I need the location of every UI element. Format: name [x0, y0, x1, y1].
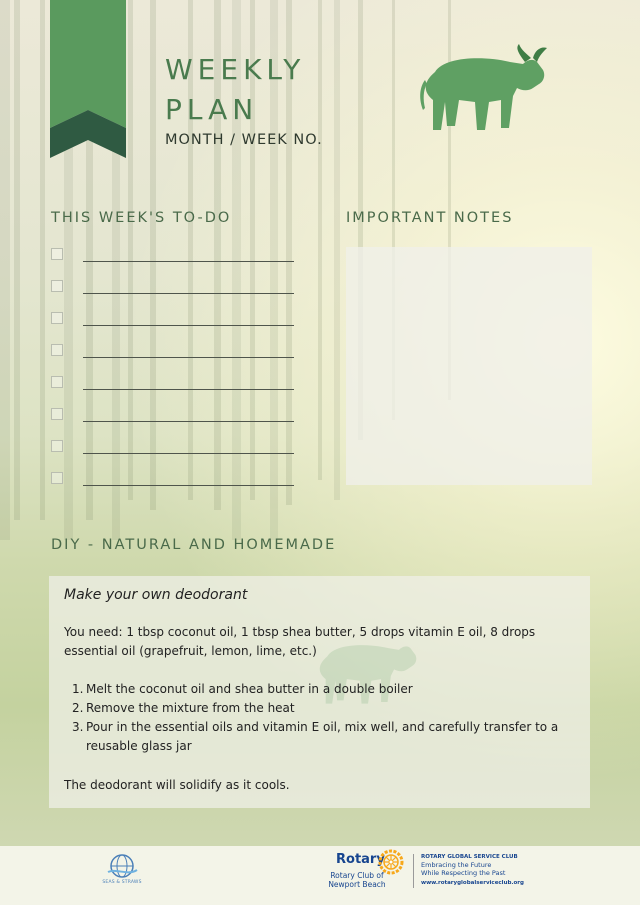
todo-checkbox[interactable]: [51, 280, 63, 292]
diy-step: 2. Remove the mixture from the heat: [72, 701, 295, 715]
left-logo-text: SEAS & STRAWS: [102, 880, 142, 885]
bookmark-ribbon: [50, 0, 126, 158]
title-line-1: WEEKLY: [165, 53, 306, 86]
sponsor-footer: [0, 846, 640, 905]
global-club-title: ROTARY GLOBAL SERVICE CLUB: [421, 854, 518, 860]
diy-ingredients: You need: 1 tbsp coconut oil, 1 tbsp shea butter, 5 drops vitamin E oil, 8 drops essential oil (grapefruit, lemon, lime, etc.): [64, 625, 536, 658]
todo-line[interactable]: [83, 453, 294, 454]
todo-line[interactable]: [83, 261, 294, 262]
diy-title: Make your own deodorant: [64, 587, 248, 603]
footer-divider: [413, 854, 414, 888]
todo-line[interactable]: [83, 485, 294, 486]
water-buffalo-icon: [415, 44, 550, 136]
todo-line[interactable]: [83, 421, 294, 422]
diy-step-text: Pour in the essential oils and vitamin E oil, mix well, and carefully transfer to a reusable glass jar: [86, 720, 559, 753]
todo-line[interactable]: [83, 293, 294, 294]
diy-step: 1. Melt the coconut oil and shea butter in a double boiler: [72, 682, 413, 696]
notes-heading: IMPORTANT NOTES: [346, 210, 514, 226]
todo-checkbox[interactable]: [51, 408, 63, 420]
global-club-url[interactable]: www.rotaryglobalserviceclub.org: [421, 880, 524, 886]
global-club-tagline-2: While Respecting the Past: [421, 869, 506, 877]
diy-steps-list: [64, 680, 579, 756]
todo-checkbox[interactable]: [51, 248, 63, 260]
todo-heading: THIS WEEK'S TO-DO: [51, 210, 232, 226]
todo-line[interactable]: [83, 325, 294, 326]
rotary-sub-line-1: Rotary Club of: [330, 871, 384, 880]
page-title: [165, 50, 305, 130]
diy-step: 3. Pour in the essential oils and vitamin E oil, mix well, and carefully transfer to a reusable glass jar: [72, 720, 559, 753]
todo-checkbox[interactable]: [51, 376, 63, 388]
diy-step-text: Melt the coconut oil and shea butter in a double boiler: [86, 682, 413, 696]
rotary-club-name: [326, 871, 388, 889]
diy-heading: DIY - NATURAL AND HOMEMADE: [51, 537, 337, 553]
todo-checkbox[interactable]: [51, 344, 63, 356]
rotary-sub-line-2: Newport Beach: [328, 880, 386, 889]
todo-checkbox[interactable]: [51, 472, 63, 484]
todo-checkbox[interactable]: [51, 440, 63, 452]
todo-checkbox[interactable]: [51, 312, 63, 324]
rotary-wordmark: Rotary: [336, 852, 385, 867]
title-line-2: PLAN: [165, 93, 259, 126]
globe-logo-icon: [104, 852, 140, 880]
diy-box: [49, 576, 590, 808]
diy-step-text: Remove the mixture from the heat: [86, 701, 295, 715]
todo-line[interactable]: [83, 389, 294, 390]
todo-line[interactable]: [83, 357, 294, 358]
notes-box[interactable]: [346, 247, 592, 485]
month-week-subtitle: MONTH / WEEK NO.: [165, 132, 323, 148]
global-club-tagline-1: Embracing the Future: [421, 861, 492, 869]
diy-footnote: The deodorant will solidify as it cools.: [64, 778, 290, 792]
